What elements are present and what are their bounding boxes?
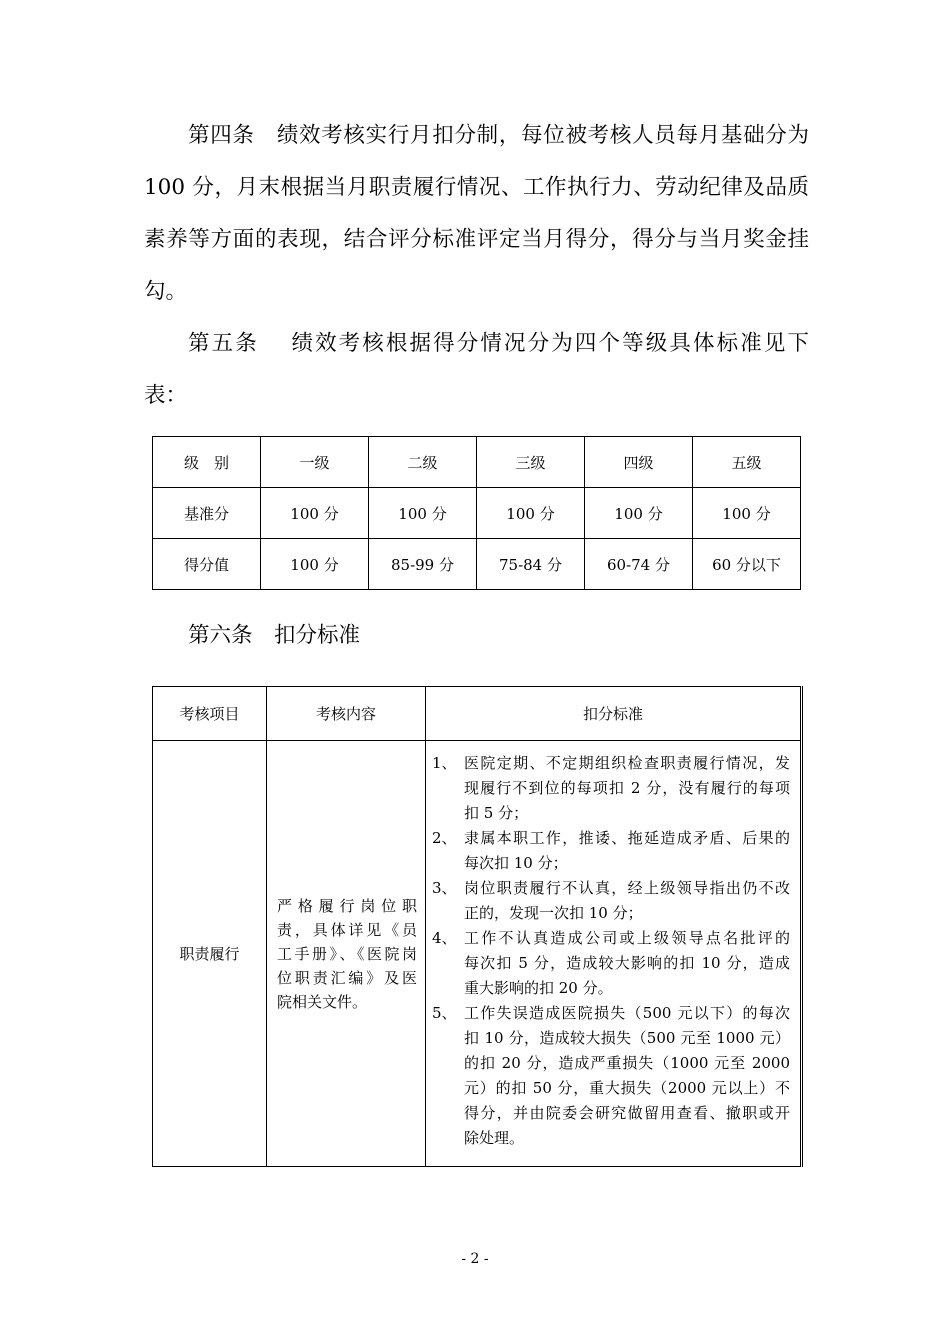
rule-number: 4、 — [432, 929, 457, 947]
rule-line: 重大影响的扣 20 分。 — [464, 979, 613, 997]
rule-number: 5、 — [432, 1004, 457, 1022]
grade-header-cell: 一级 — [261, 437, 369, 488]
rule-line: 扣 5 分； — [464, 804, 529, 822]
rule-line: 现履行不到位的每项扣 2 分，没有履行的每项 — [464, 779, 790, 797]
grade-cell: 100 分 — [261, 488, 369, 539]
grade-header-cell: 级 别 — [153, 437, 261, 488]
rule-item — [432, 926, 790, 1001]
article-4 — [144, 110, 809, 318]
article-4-line: 素养等方面的表现，结合评分标准评定当月得分，得分与当月奖金挂 — [144, 227, 809, 252]
rule-item — [432, 826, 790, 876]
grade-cell: 75-84 分 — [477, 539, 585, 590]
article-6-title: 第六条 扣分标准 — [188, 623, 361, 648]
grade-cell: 100 分 — [585, 488, 693, 539]
grade-cell: 60 分以下 — [693, 539, 801, 590]
rule-item — [432, 876, 790, 926]
grade-cell: 100 分 — [477, 488, 585, 539]
rule-item — [432, 1001, 790, 1151]
deduction-header-cell: 考核项目 — [153, 687, 267, 741]
deduction-rules — [426, 741, 802, 1167]
content-line: 工手册》、《医院岗 — [277, 944, 417, 963]
assessment-content — [267, 741, 426, 1167]
grade-cell: 基准分 — [153, 488, 261, 539]
rule-line: 正的，发现一次扣 10 分； — [464, 904, 643, 922]
grade-cell: 100 分 — [693, 488, 801, 539]
grade-header-cell: 四级 — [585, 437, 693, 488]
article-4-line: 第四条 绩效考核实行月扣分制，每位被考核人员每月基础分为 — [188, 123, 809, 148]
content-line: 位职责汇编》及医 — [277, 968, 417, 987]
rule-number: 2、 — [432, 829, 457, 847]
article-5 — [144, 318, 809, 422]
rule-line: 岗位职责履行不认真，经上级领导指出仍不改 — [464, 879, 790, 897]
grade-cell: 85-99 分 — [369, 539, 477, 590]
deduction-table-header-row — [153, 687, 802, 741]
grade-table — [152, 436, 801, 590]
grade-header-cell: 三级 — [477, 437, 585, 488]
grade-table-row — [153, 488, 801, 539]
rule-item — [432, 751, 790, 826]
rule-line: 工作不认真造成公司或上级领导点名批评的 — [464, 929, 790, 947]
deduction-header-cell: 扣分标准 — [426, 687, 802, 741]
article-5-line: 表： — [144, 383, 188, 408]
rule-line: 每次扣 5 分，造成较大影响的扣 10 分，造成 — [464, 954, 790, 972]
grade-cell: 100 分 — [261, 539, 369, 590]
rule-line: 工作失误造成医院损失（500 元以下）的每次 — [464, 1004, 790, 1022]
rule-number: 1、 — [432, 754, 457, 772]
rule-line: 医院定期、不定期组织检查职责履行情况，发 — [464, 754, 790, 772]
grade-cell: 得分值 — [153, 539, 261, 590]
deduction-table-row — [153, 741, 802, 1167]
article-4-line: 勾。 — [144, 279, 188, 304]
grade-table-row — [153, 539, 801, 590]
rule-line: 每次扣 10 分； — [464, 854, 568, 872]
assessment-item: 职责履行 — [153, 741, 267, 1167]
rule-line: 除处理。 — [464, 1129, 525, 1147]
content-line: 院相关文件。 — [277, 992, 368, 1011]
rule-line: 元）的扣 50 分，重大损失（2000 元以上）不 — [464, 1079, 790, 1097]
rule-number: 3、 — [432, 879, 457, 897]
deduction-header-cell: 考核内容 — [267, 687, 426, 741]
article-5-line: 第五条 绩效考核根据得分情况分为四个等级具体标准见下 — [188, 331, 809, 356]
rule-line: 扣 10 分，造成较大损失（500 元至 1000 元） — [464, 1029, 790, 1047]
grade-table-header-row — [153, 437, 801, 488]
grade-cell: 100 分 — [369, 488, 477, 539]
rule-line: 得分，并由院委会研究做留用查看、撤职或开 — [464, 1104, 790, 1122]
article-4-line: 100 分，月末根据当月职责履行情况、工作执行力、劳动纪律及品质 — [144, 175, 809, 200]
grade-header-cell: 五级 — [693, 437, 801, 488]
grade-cell: 60-74 分 — [585, 539, 693, 590]
rule-line: 的扣 20 分，造成严重损失（1000 元至 2000 — [464, 1054, 790, 1072]
grade-header-cell: 二级 — [369, 437, 477, 488]
page-number: - 2 - — [461, 1251, 489, 1267]
content-line: 严格履行岗位职 — [277, 896, 417, 915]
content-line: 责，具体详见《员 — [277, 920, 417, 939]
article-6 — [144, 610, 809, 662]
rule-line: 隶属本职工作，推诿、拖延造成矛盾、后果的 — [464, 829, 790, 847]
deduction-table — [152, 686, 803, 1167]
